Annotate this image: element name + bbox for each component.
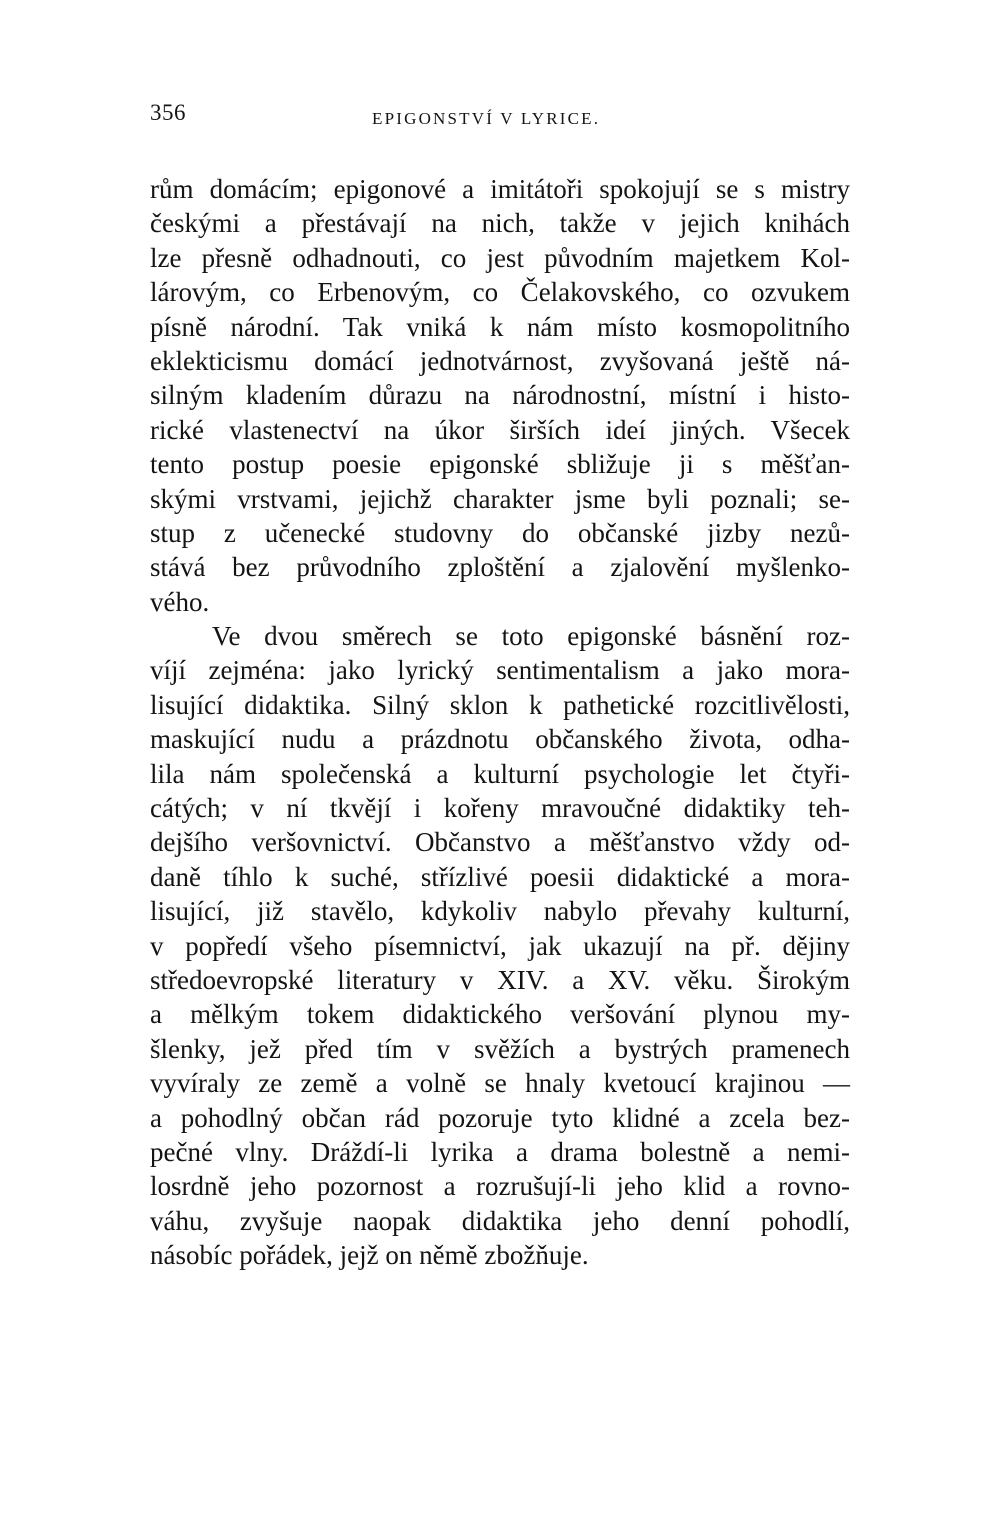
text-line: váhu, zvyšuje naopak didaktika jeho denní pohodlí, [150,1205,850,1236]
text-line: víjí zejména: jako lyrický sentimentalism a jako mora- [150,655,850,686]
text-line: eklekticismu domácí jednotvárnost, zvyšovaná ještě ná- [150,345,850,376]
text-line: a mělkým tokem didaktického veršování plynou my- [150,999,850,1030]
text-line: stává bez průvodního zploštění a zjalovění myšlenko- [150,552,850,583]
text-line: lila nám společenská a kulturní psychologie let čtyři- [150,758,850,789]
text-line: českými a přestávají na nich, takže v jejich knihách [150,208,850,239]
text-line: pečné vlny. Dráždí-li lyrika a drama bolestně a nemi- [150,1136,850,1167]
running-title: EPIGONSTVÍ V LYRICE. [372,109,601,128]
text-line: rické vlastenectví na úkor širších ideí jiných. Všecek [150,414,850,445]
text-line: lisující didaktika. Silný sklon k pathetické rozcitlivělosti, [150,689,850,720]
text-line: daně tíhlo k suché, střízlivé poesii didaktické a mora- [150,861,850,892]
text-line: lisující, již stavělo, kdykoliv nabylo převahy kulturní, [150,896,850,927]
text-line: skými vrstvami, jejichž charakter jsme byli poznali; se- [150,483,850,514]
text-line: rům domácím; epigonové a imitátoři spokojují se s mistry [150,174,850,204]
paragraph-2 [150,619,850,1272]
text-line: losrdně jeho pozornost a rozrušují-li jeho klid a rovno- [150,1171,850,1202]
text-line: lárovým, co Erbenovým, co Čelakovského, co ozvukem [150,277,850,308]
text-line: šlenky, jež před tím v svěžích a bystrých pramenech [150,1033,850,1064]
text-line: tento postup poesie epigonské sbližuje ji s měšťan- [150,449,850,480]
text-line: vyvíraly ze země a volně se hnaly kvetoucí krajinou — [150,1068,850,1099]
text-line: vého. [150,586,210,617]
text-line: v popředí všeho písemnictví, jak ukazují na př. dějiny [150,930,850,961]
body-text [150,172,850,1273]
text-line: písně národní. Tak vniká k nám místo kosmopolitního [150,311,850,342]
text-line: Ve dvou směrech se toto epigonské básnění roz- [212,621,850,652]
paragraph-1 [150,172,850,619]
text-line: cátých; v ní tkvějí i kořeny mravoučné didaktiky teh- [150,793,850,824]
text-line: násobíc pořádek, jejž on němě zbožňuje. [150,1240,589,1271]
text-line: maskující nudu a prázdnotu občanského života, odha- [150,724,850,755]
text-line: stup z učenecké studovny do občanské jizby nezů- [150,517,850,548]
text-line: středoevropské literatury v XIV. a XV. věku. Širokým [150,964,850,995]
text-line: silným kladením důrazu na národnostní, místní i histo- [150,380,850,411]
text-line: lze přesně odhadnouti, co jest původním majetkem Kol- [150,242,850,273]
page-number: 356 [150,100,186,125]
text-line: a pohodlný občan rád pozoruje tyto klidné a zcela bez- [150,1102,850,1133]
text-line: dejšího veršovnictví. Občanstvo a měšťanstvo vždy od- [150,827,850,858]
